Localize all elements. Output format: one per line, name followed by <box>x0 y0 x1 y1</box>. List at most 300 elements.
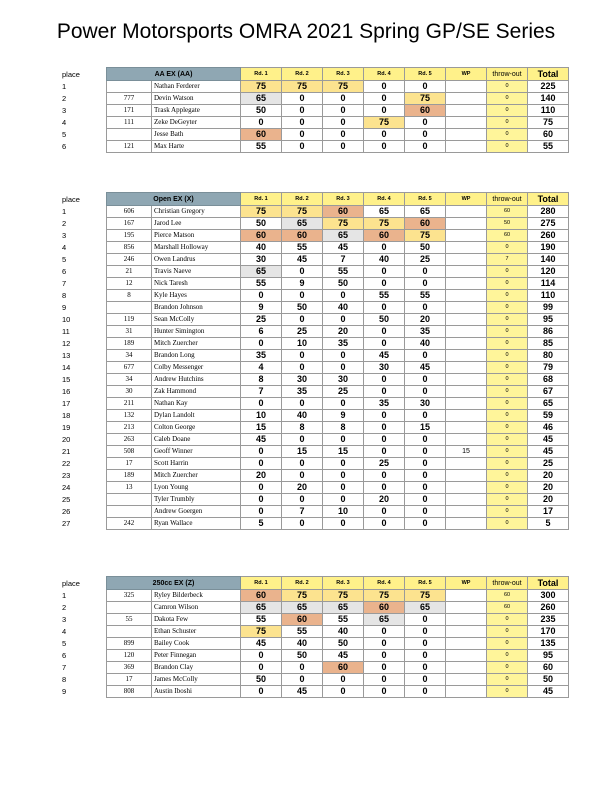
class-name-header: 250cc EX (Z) <box>107 577 241 590</box>
round-score-cell: 0 <box>241 117 282 129</box>
rider-name-cell: Kyle Hayes <box>152 290 241 302</box>
rider-name-cell: Nick Taresh <box>152 278 241 290</box>
round-score-cell: 75 <box>364 117 405 129</box>
place-cell: 1 <box>62 82 67 91</box>
place-cell: 2 <box>62 219 67 228</box>
total-cell: 60 <box>528 662 569 674</box>
round-score-cell: 0 <box>405 446 446 458</box>
rider-number-cell: 325 <box>107 590 152 602</box>
rider-number-cell: 30 <box>107 386 152 398</box>
round-score-cell: 0 <box>282 117 323 129</box>
rider-name-cell: Brandon Clay <box>152 662 241 674</box>
rider-number-cell: 606 <box>107 206 152 218</box>
total-cell: 25 <box>528 458 569 470</box>
rider-number-cell: 34 <box>107 374 152 386</box>
round-header: Rd. 2 <box>282 577 323 590</box>
round-score-cell: 65 <box>241 602 282 614</box>
round-score-cell: 0 <box>405 374 446 386</box>
rider-number-cell: 246 <box>107 254 152 266</box>
rider-name-cell: Brandon Johnson <box>152 302 241 314</box>
total-cell: 275 <box>528 218 569 230</box>
rider-number-cell: 777 <box>107 93 152 105</box>
total-header: Total <box>528 577 569 590</box>
round-score-cell: 50 <box>405 242 446 254</box>
round-score-cell: 65 <box>364 206 405 218</box>
rider-number-cell: 189 <box>107 470 152 482</box>
round-score-cell: 65 <box>323 602 364 614</box>
rider-number-cell: 17 <box>107 674 152 686</box>
round-score-cell: 0 <box>405 518 446 530</box>
place-cell: 8 <box>62 675 67 684</box>
table-row <box>60 434 569 446</box>
rider-number-cell <box>107 494 152 506</box>
round-header: Rd. 1 <box>241 193 282 206</box>
round-header: Rd. 3 <box>323 68 364 81</box>
round-score-cell: 40 <box>323 626 364 638</box>
round-score-cell: 0 <box>405 662 446 674</box>
round-score-cell: 35 <box>323 338 364 350</box>
round-score-cell: 0 <box>282 458 323 470</box>
round-score-cell: 0 <box>405 81 446 93</box>
table-row <box>60 117 569 129</box>
round-score-cell: 9 <box>323 410 364 422</box>
rider-number-cell: 171 <box>107 105 152 117</box>
table-row <box>60 506 569 518</box>
round-score-cell: 0 <box>364 141 405 153</box>
wp-cell <box>446 105 487 117</box>
round-score-cell: 65 <box>323 230 364 242</box>
total-cell: 55 <box>528 141 569 153</box>
round-score-cell: 10 <box>241 410 282 422</box>
round-score-cell: 0 <box>364 129 405 141</box>
table-row <box>60 302 569 314</box>
throwout-cell: 0 <box>487 290 528 302</box>
total-cell: 260 <box>528 602 569 614</box>
rider-name-cell: Brandon Long <box>152 350 241 362</box>
round-score-cell: 0 <box>364 686 405 698</box>
round-header: Rd. 3 <box>323 193 364 206</box>
round-score-cell: 0 <box>364 326 405 338</box>
round-score-cell: 0 <box>364 650 405 662</box>
wp-cell <box>446 386 487 398</box>
round-score-cell: 65 <box>405 602 446 614</box>
table-row <box>60 206 569 218</box>
round-score-cell: 0 <box>405 482 446 494</box>
round-score-cell: 50 <box>323 278 364 290</box>
wp-cell <box>446 326 487 338</box>
round-score-cell: 0 <box>364 105 405 117</box>
round-score-cell: 0 <box>323 350 364 362</box>
round-score-cell: 0 <box>323 434 364 446</box>
round-score-cell: 0 <box>282 362 323 374</box>
round-score-cell: 0 <box>323 314 364 326</box>
round-score-cell: 0 <box>241 650 282 662</box>
round-score-cell: 25 <box>364 458 405 470</box>
total-cell: 86 <box>528 326 569 338</box>
round-score-cell: 55 <box>323 614 364 626</box>
round-score-cell: 60 <box>241 230 282 242</box>
place-cell: 7 <box>62 279 67 288</box>
round-score-cell: 0 <box>405 302 446 314</box>
wp-cell <box>446 338 487 350</box>
round-score-cell: 45 <box>323 650 364 662</box>
place-header: place <box>62 69 80 79</box>
wp-cell <box>446 638 487 650</box>
wp-cell <box>446 650 487 662</box>
rider-number-cell: 17 <box>107 458 152 470</box>
rider-name-cell: Zak Hammond <box>152 386 241 398</box>
round-score-cell: 40 <box>282 638 323 650</box>
round-score-cell: 0 <box>323 290 364 302</box>
total-cell: 59 <box>528 410 569 422</box>
round-score-cell: 0 <box>364 482 405 494</box>
throwout-cell: 60 <box>487 230 528 242</box>
wp-cell <box>446 117 487 129</box>
class-table-aa <box>60 67 569 153</box>
place-cell: 26 <box>62 507 71 516</box>
place-cell: 1 <box>62 591 67 600</box>
wp-cell <box>446 602 487 614</box>
table-row <box>60 141 569 153</box>
rider-name-cell: Austin Iboshi <box>152 686 241 698</box>
total-cell: 17 <box>528 506 569 518</box>
wp-header: WP <box>446 193 487 206</box>
rider-number-cell: 808 <box>107 686 152 698</box>
throwout-cell: 0 <box>487 242 528 254</box>
total-header: Total <box>528 193 569 206</box>
place-cell: 1 <box>62 207 67 216</box>
rider-name-cell: Camron Wilson <box>152 602 241 614</box>
throwout-cell: 0 <box>487 105 528 117</box>
table-row <box>60 410 569 422</box>
round-score-cell: 30 <box>364 362 405 374</box>
round-score-cell: 75 <box>241 81 282 93</box>
table-row <box>60 662 569 674</box>
wp-cell <box>446 662 487 674</box>
rider-name-cell: Jesse Bath <box>152 129 241 141</box>
throwout-cell: 0 <box>487 81 528 93</box>
table-row <box>60 614 569 626</box>
round-score-cell: 30 <box>405 398 446 410</box>
round-score-cell: 0 <box>282 470 323 482</box>
wp-cell <box>446 458 487 470</box>
round-score-cell: 0 <box>405 674 446 686</box>
page-title: Power Motorsports OMRA 2021 Spring GP/SE Series <box>56 20 556 43</box>
rider-number-cell: 119 <box>107 314 152 326</box>
throwout-cell: 0 <box>487 518 528 530</box>
rider-number-cell <box>107 302 152 314</box>
round-score-cell: 0 <box>323 518 364 530</box>
round-score-cell: 0 <box>282 141 323 153</box>
throwout-cell: 0 <box>487 386 528 398</box>
round-score-cell: 0 <box>405 278 446 290</box>
rider-number-cell: 120 <box>107 650 152 662</box>
total-cell: 110 <box>528 290 569 302</box>
total-cell: 45 <box>528 686 569 698</box>
throwout-header: throw-out <box>487 68 528 81</box>
table-row <box>60 482 569 494</box>
round-score-cell: 35 <box>241 350 282 362</box>
round-header: Rd. 4 <box>364 193 405 206</box>
round-score-cell: 60 <box>405 218 446 230</box>
table-row <box>60 230 569 242</box>
round-score-cell: 0 <box>405 638 446 650</box>
place-cell: 21 <box>62 447 71 456</box>
round-score-cell: 0 <box>241 446 282 458</box>
round-header: Rd. 1 <box>241 68 282 81</box>
round-score-cell: 75 <box>405 230 446 242</box>
wp-cell <box>446 518 487 530</box>
round-score-cell: 55 <box>241 614 282 626</box>
throwout-cell: 0 <box>487 482 528 494</box>
rider-name-cell: Colby Messenger <box>152 362 241 374</box>
rider-name-cell: Ryley Bilderbeck <box>152 590 241 602</box>
throwout-cell: 0 <box>487 117 528 129</box>
round-score-cell: 60 <box>282 230 323 242</box>
rider-name-cell: Lyon Young <box>152 482 241 494</box>
rider-name-cell: Andrew Hutchins <box>152 374 241 386</box>
round-score-cell: 40 <box>282 410 323 422</box>
place-cell: 17 <box>62 399 71 408</box>
rider-number-cell <box>107 626 152 638</box>
throwout-cell: 0 <box>487 278 528 290</box>
round-score-cell: 0 <box>364 242 405 254</box>
place-cell: 6 <box>62 651 67 660</box>
round-score-cell: 20 <box>364 494 405 506</box>
rider-name-cell: Owen Landrus <box>152 254 241 266</box>
round-score-cell: 65 <box>282 218 323 230</box>
round-score-cell: 0 <box>364 422 405 434</box>
round-score-cell: 45 <box>323 242 364 254</box>
round-score-cell: 60 <box>323 206 364 218</box>
round-header: Rd. 2 <box>282 193 323 206</box>
total-cell: 67 <box>528 386 569 398</box>
round-score-cell: 0 <box>323 117 364 129</box>
wp-cell <box>446 218 487 230</box>
rider-number-cell <box>107 81 152 93</box>
round-score-cell: 40 <box>323 302 364 314</box>
table-row <box>60 218 569 230</box>
table-row <box>60 105 569 117</box>
round-score-cell: 35 <box>282 386 323 398</box>
round-score-cell: 25 <box>323 386 364 398</box>
round-score-cell: 0 <box>364 410 405 422</box>
round-score-cell: 25 <box>405 254 446 266</box>
table-row <box>60 290 569 302</box>
round-score-cell: 0 <box>282 494 323 506</box>
throwout-cell: 0 <box>487 398 528 410</box>
class-table-250cc <box>60 576 569 698</box>
total-cell: 300 <box>528 590 569 602</box>
throwout-cell: 0 <box>487 338 528 350</box>
rider-number-cell: 34 <box>107 350 152 362</box>
rider-name-cell: Ethan Schuster <box>152 626 241 638</box>
round-header: Rd. 2 <box>282 68 323 81</box>
place-cell: 5 <box>62 130 67 139</box>
total-cell: 135 <box>528 638 569 650</box>
rider-name-cell: Trask Applegate <box>152 105 241 117</box>
round-score-cell: 0 <box>323 129 364 141</box>
round-header: Rd. 3 <box>323 577 364 590</box>
rider-number-cell: 31 <box>107 326 152 338</box>
rider-name-cell: Christian Gregory <box>152 206 241 218</box>
round-score-cell: 0 <box>364 302 405 314</box>
round-score-cell: 75 <box>364 218 405 230</box>
wp-cell <box>446 398 487 410</box>
wp-cell <box>446 362 487 374</box>
round-score-cell: 45 <box>282 254 323 266</box>
round-score-cell: 40 <box>241 242 282 254</box>
rider-name-cell: Nathan Kay <box>152 398 241 410</box>
round-score-cell: 55 <box>405 290 446 302</box>
round-score-cell: 65 <box>282 602 323 614</box>
round-score-cell: 0 <box>405 141 446 153</box>
total-cell: 68 <box>528 374 569 386</box>
round-score-cell: 25 <box>241 314 282 326</box>
throwout-cell: 0 <box>487 662 528 674</box>
rider-number-cell <box>107 129 152 141</box>
rider-number-cell: 13 <box>107 482 152 494</box>
table-row <box>60 266 569 278</box>
round-score-cell: 55 <box>241 278 282 290</box>
total-cell: 235 <box>528 614 569 626</box>
round-score-cell: 75 <box>282 81 323 93</box>
round-score-cell: 40 <box>405 338 446 350</box>
table-row <box>60 590 569 602</box>
wp-cell <box>446 350 487 362</box>
round-score-cell: 75 <box>405 93 446 105</box>
throwout-cell: 0 <box>487 422 528 434</box>
round-score-cell: 75 <box>323 590 364 602</box>
round-score-cell: 30 <box>323 374 364 386</box>
rider-number-cell <box>107 602 152 614</box>
total-cell: 95 <box>528 314 569 326</box>
throwout-cell: 0 <box>487 434 528 446</box>
round-score-cell: 60 <box>364 230 405 242</box>
round-score-cell: 0 <box>405 350 446 362</box>
total-cell: 140 <box>528 93 569 105</box>
rider-number-cell: 899 <box>107 638 152 650</box>
place-cell: 18 <box>62 411 71 420</box>
table-row <box>60 326 569 338</box>
round-score-cell: 75 <box>405 590 446 602</box>
throwout-cell: 60 <box>487 206 528 218</box>
place-cell: 3 <box>62 231 67 240</box>
round-score-cell: 15 <box>282 446 323 458</box>
total-cell: 45 <box>528 446 569 458</box>
place-cell: 8 <box>62 291 67 300</box>
round-score-cell: 55 <box>364 290 405 302</box>
round-score-cell: 50 <box>241 218 282 230</box>
total-cell: 50 <box>528 674 569 686</box>
rider-name-cell: Sean McColly <box>152 314 241 326</box>
throwout-cell: 0 <box>487 93 528 105</box>
round-score-cell: 0 <box>364 662 405 674</box>
rider-name-cell: Dakota Few <box>152 614 241 626</box>
throwout-cell: 0 <box>487 458 528 470</box>
round-score-cell: 25 <box>282 326 323 338</box>
round-score-cell: 0 <box>282 674 323 686</box>
rider-number-cell: 677 <box>107 362 152 374</box>
round-score-cell: 0 <box>241 482 282 494</box>
total-cell: 190 <box>528 242 569 254</box>
round-score-cell: 0 <box>405 117 446 129</box>
throwout-cell: 60 <box>487 602 528 614</box>
round-score-cell: 45 <box>282 686 323 698</box>
wp-cell <box>446 506 487 518</box>
round-score-cell: 0 <box>282 129 323 141</box>
round-score-cell: 0 <box>364 338 405 350</box>
throwout-cell: 0 <box>487 326 528 338</box>
rider-name-cell: James McColly <box>152 674 241 686</box>
class-table-open <box>60 192 569 530</box>
table-row <box>60 638 569 650</box>
wp-cell <box>446 278 487 290</box>
round-score-cell: 0 <box>364 638 405 650</box>
round-header: Rd. 5 <box>405 193 446 206</box>
round-score-cell: 60 <box>405 105 446 117</box>
round-score-cell: 0 <box>405 129 446 141</box>
rider-name-cell: Hunter Simington <box>152 326 241 338</box>
round-score-cell: 65 <box>241 93 282 105</box>
table-row <box>60 494 569 506</box>
round-score-cell: 0 <box>323 458 364 470</box>
throwout-cell: 0 <box>487 362 528 374</box>
wp-cell <box>446 141 487 153</box>
round-score-cell: 60 <box>323 662 364 674</box>
class-name-header: AA EX (AA) <box>107 68 241 81</box>
rider-number-cell: 856 <box>107 242 152 254</box>
table-row <box>60 686 569 698</box>
place-cell: 4 <box>62 243 67 252</box>
place-header: place <box>62 578 80 588</box>
rider-number-cell: 8 <box>107 290 152 302</box>
round-score-cell: 0 <box>364 266 405 278</box>
round-score-cell: 0 <box>323 494 364 506</box>
total-cell: 85 <box>528 338 569 350</box>
throwout-cell: 0 <box>487 614 528 626</box>
table-row <box>60 470 569 482</box>
table-row <box>60 518 569 530</box>
round-score-cell: 30 <box>241 254 282 266</box>
throwout-cell: 0 <box>487 446 528 458</box>
wp-cell <box>446 266 487 278</box>
round-score-cell: 55 <box>282 242 323 254</box>
wp-cell <box>446 374 487 386</box>
round-score-cell: 20 <box>323 326 364 338</box>
round-score-cell: 75 <box>323 218 364 230</box>
table-row <box>60 398 569 410</box>
round-score-cell: 45 <box>241 434 282 446</box>
place-cell: 5 <box>62 255 67 264</box>
throwout-cell: 0 <box>487 266 528 278</box>
rider-name-cell: Colton George <box>152 422 241 434</box>
round-header: Rd. 5 <box>405 68 446 81</box>
round-score-cell: 9 <box>282 278 323 290</box>
table-row <box>60 314 569 326</box>
round-score-cell: 65 <box>241 266 282 278</box>
total-cell: 99 <box>528 302 569 314</box>
total-cell: 95 <box>528 650 569 662</box>
total-cell: 225 <box>528 81 569 93</box>
place-cell: 6 <box>62 267 67 276</box>
total-cell: 280 <box>528 206 569 218</box>
table-row <box>60 374 569 386</box>
rider-number-cell: 369 <box>107 662 152 674</box>
round-header: Rd. 5 <box>405 577 446 590</box>
place-header: place <box>62 194 80 204</box>
round-score-cell: 75 <box>364 590 405 602</box>
